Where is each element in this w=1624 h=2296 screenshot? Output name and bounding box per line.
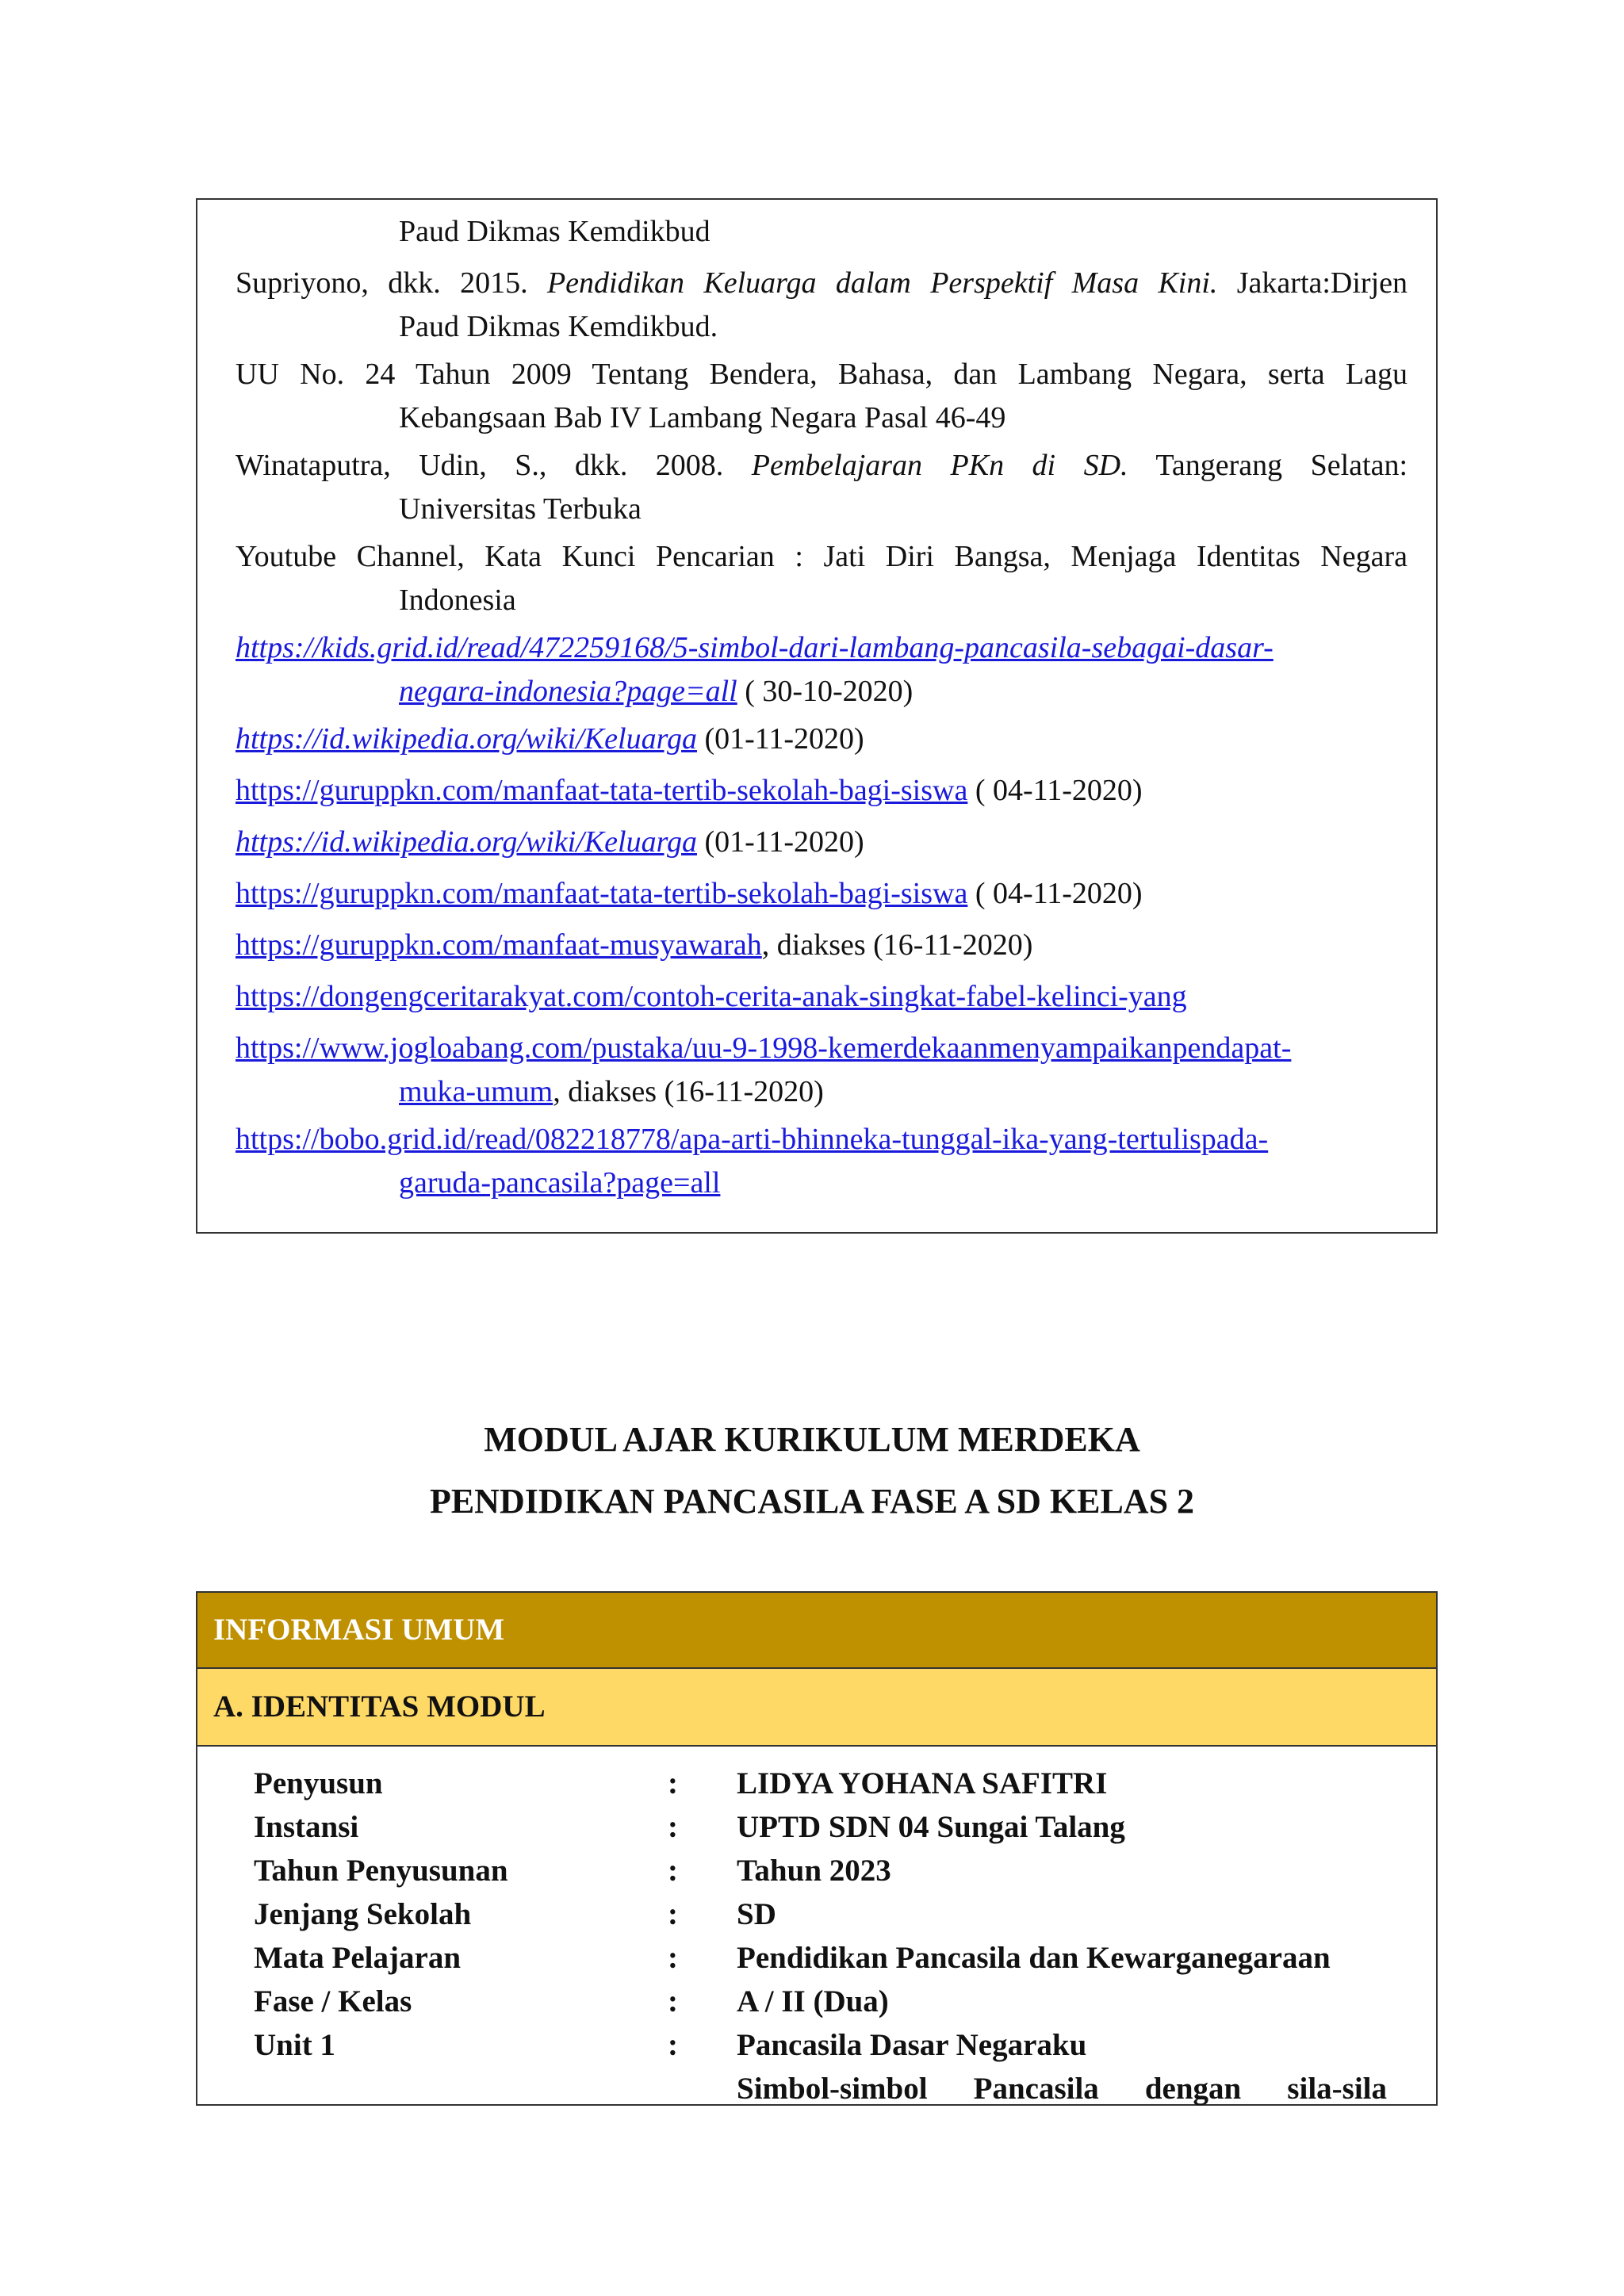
identity-colon: : bbox=[668, 1810, 678, 1844]
reference-link[interactable]: https://www.jogloabang.com/pustaka/uu-9-1998-kemerdekaanmenyampaikanpendapat- bbox=[236, 1031, 1292, 1065]
reference-text: Youtube Channel, Kata Kunci Pencarian : Jati Diri Bangsa, Menjaga Identitas Negara bbox=[236, 540, 1408, 573]
identity-section-header: A. IDENTITAS MODUL bbox=[197, 1669, 1436, 1747]
identity-label: Jenjang Sekolah bbox=[254, 1897, 472, 1931]
reference-entry bbox=[236, 821, 1408, 864]
identity-colon: : bbox=[668, 1941, 678, 1975]
identity-row bbox=[197, 1892, 1436, 1936]
reference-text: Universitas Terbuka bbox=[399, 492, 642, 526]
reference-link[interactable]: https://dongengceritarakyat.com/contoh-cerita-anak-singkat-fabel-kelinci-yang bbox=[236, 980, 1187, 1013]
identity-row bbox=[197, 1980, 1436, 2023]
reference-line bbox=[236, 1118, 1408, 1161]
reference-link[interactable]: https://guruppkn.com/manfaat-musyawarah bbox=[236, 928, 762, 962]
reference-line bbox=[236, 535, 1408, 579]
reference-line-continuation bbox=[236, 305, 1408, 349]
reference-text: Supriyono, dkk. 2015. bbox=[236, 266, 547, 300]
identity-value: Simbol-simbol Pancasila dengan sila-sila bbox=[737, 2072, 1387, 2106]
identity-value: LIDYA YOHANA SAFITRI bbox=[737, 1766, 1108, 1800]
reference-text: Pendidikan Keluarga dalam Perspektif Masa Kini. bbox=[546, 266, 1218, 300]
reference-text: Paud Dikmas Kemdikbud bbox=[399, 215, 710, 248]
identity-row bbox=[197, 2067, 1436, 2110]
info-header: INFORMASI UMUM bbox=[197, 1593, 1436, 1669]
identity-label: Unit 1 bbox=[254, 2028, 335, 2062]
reference-entry bbox=[236, 535, 1408, 622]
reference-line bbox=[236, 210, 1408, 254]
identity-row bbox=[197, 1762, 1436, 1805]
reference-text: Tangerang Selatan: bbox=[1128, 449, 1408, 482]
reference-link[interactable]: https://bobo.grid.id/read/082218778/apa-arti-bhinneka-tunggal-ika-yang-tertulispada- bbox=[236, 1123, 1269, 1156]
reference-line bbox=[236, 353, 1408, 396]
reference-entry bbox=[236, 769, 1408, 813]
identity-label: Penyusun bbox=[254, 1766, 383, 1800]
reference-line bbox=[236, 872, 1408, 916]
reference-line bbox=[236, 626, 1408, 670]
reference-text: Indonesia bbox=[399, 584, 516, 617]
info-table bbox=[196, 1591, 1438, 2106]
reference-text: Kebangsaan Bab IV Lambang Negara Pasal 46-49 bbox=[399, 401, 1006, 434]
identity-value: Pancasila Dasar Negaraku bbox=[737, 2028, 1087, 2062]
reference-entry bbox=[236, 924, 1408, 967]
reference-line bbox=[236, 924, 1408, 967]
identity-colon: : bbox=[668, 2028, 678, 2062]
reference-text: UU No. 24 Tahun 2009 Tentang Bendera, Bahasa, dan Lambang Negara, serta Lagu bbox=[236, 358, 1408, 391]
identity-value: Tahun 2023 bbox=[737, 1854, 891, 1888]
reference-line-continuation bbox=[236, 396, 1408, 440]
identity-value: SD bbox=[737, 1897, 776, 1931]
identity-value: UPTD SDN 04 Sungai Talang bbox=[737, 1810, 1125, 1844]
reference-text: ( 04-11-2020) bbox=[967, 774, 1143, 807]
reference-link[interactable]: https://guruppkn.com/manfaat-tata-tertib-sekolah-bagi-siswa bbox=[236, 877, 968, 910]
reference-link[interactable]: https://id.wikipedia.org/wiki/Keluarga bbox=[236, 825, 697, 859]
reference-text: ( 04-11-2020) bbox=[967, 877, 1143, 910]
identity-value: A / II (Dua) bbox=[737, 1984, 889, 2019]
reference-line bbox=[236, 769, 1408, 813]
reference-entry bbox=[236, 1027, 1408, 1114]
identity-colon: : bbox=[668, 1766, 678, 1800]
reference-link[interactable]: https://kids.grid.id/read/472259168/5-simbol-dari-lambang-pancasila-sebagai-dasar- bbox=[236, 631, 1274, 664]
identity-row bbox=[197, 1936, 1436, 1980]
reference-entry bbox=[236, 975, 1408, 1019]
identity-label: Instansi bbox=[254, 1810, 359, 1844]
reference-text: (01-11-2020) bbox=[696, 722, 864, 756]
identity-colon: : bbox=[668, 1854, 678, 1888]
identity-colon: : bbox=[668, 1984, 678, 2019]
reference-link[interactable]: negara-indonesia?page=all bbox=[399, 675, 737, 708]
reference-entry bbox=[236, 1118, 1408, 1205]
reference-text: Jakarta:Dirjen bbox=[1217, 266, 1408, 300]
reference-text: Winataputra, Udin, S., dkk. 2008. bbox=[236, 449, 752, 482]
reference-entry bbox=[236, 444, 1408, 531]
reference-line bbox=[236, 718, 1408, 761]
reference-entry bbox=[236, 210, 1408, 254]
reference-entry bbox=[236, 718, 1408, 761]
reference-line-continuation bbox=[236, 1070, 1408, 1114]
reference-link[interactable]: https://guruppkn.com/manfaat-tata-tertib-sekolah-bagi-siswa bbox=[236, 774, 968, 807]
reference-line-continuation bbox=[236, 670, 1408, 714]
identity-label: Tahun Penyusunan bbox=[254, 1854, 508, 1888]
reference-line bbox=[236, 975, 1408, 1019]
identity-label: Mata Pelajaran bbox=[254, 1941, 462, 1975]
identity-row bbox=[197, 2023, 1436, 2067]
reference-line bbox=[236, 821, 1408, 864]
module-title-line1: MODUL AJAR KURIKULUM MERDEKA bbox=[484, 1420, 1140, 1459]
reference-text: Pembelajaran PKn di SD. bbox=[751, 449, 1128, 482]
identity-label: Fase / Kelas bbox=[254, 1984, 412, 2019]
identity-row bbox=[197, 1849, 1436, 1892]
reference-line bbox=[236, 1027, 1408, 1070]
reference-entry bbox=[236, 626, 1408, 714]
reference-entry bbox=[236, 872, 1408, 916]
reference-line bbox=[236, 444, 1408, 488]
reference-line-continuation bbox=[236, 1161, 1408, 1205]
reference-entry bbox=[236, 353, 1408, 440]
reference-link[interactable]: https://id.wikipedia.org/wiki/Keluarga bbox=[236, 722, 697, 756]
reference-line bbox=[236, 262, 1408, 305]
module-title-line2: PENDIDIKAN PANCASILA FASE A SD KELAS 2 bbox=[429, 1482, 1195, 1521]
references-box bbox=[196, 198, 1438, 1234]
reference-text: (01-11-2020) bbox=[696, 825, 864, 859]
reference-text: , diakses (16-11-2020) bbox=[761, 928, 1033, 962]
reference-link[interactable]: muka-umum bbox=[399, 1075, 553, 1108]
reference-line-continuation bbox=[236, 579, 1408, 622]
identity-row bbox=[197, 1805, 1436, 1849]
reference-line-continuation bbox=[236, 488, 1408, 531]
identity-value: Pendidikan Pancasila dan Kewarganegaraan bbox=[737, 1941, 1331, 1975]
identity-colon: : bbox=[668, 1897, 678, 1931]
reference-entry bbox=[236, 262, 1408, 349]
reference-text: , diakses (16-11-2020) bbox=[553, 1075, 824, 1108]
reference-link[interactable]: garuda-pancasila?page=all bbox=[399, 1166, 721, 1200]
reference-text: ( 30-10-2020) bbox=[737, 675, 914, 708]
reference-text: Paud Dikmas Kemdikbud. bbox=[399, 310, 718, 343]
